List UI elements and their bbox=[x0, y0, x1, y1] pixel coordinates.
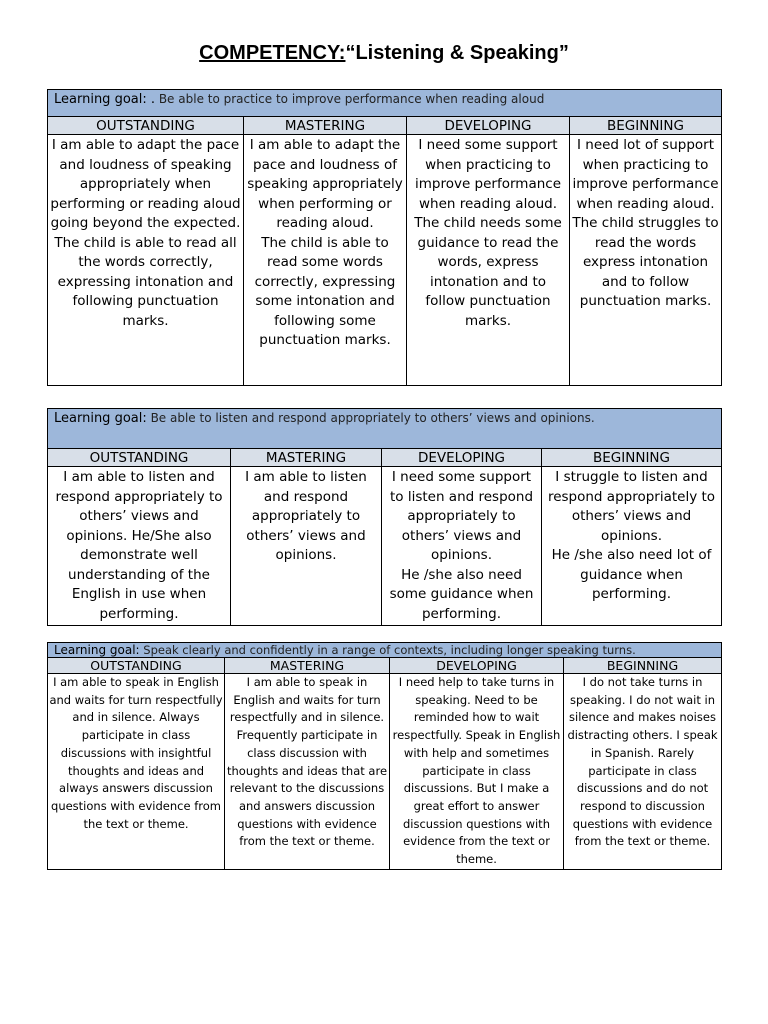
learning-goal-row bbox=[48, 643, 722, 658]
descriptor-text: I need lot of support when practicing to improve performance when reading aloud. The child struggles to read the words express intonation and to follow punctuation marks. bbox=[572, 137, 719, 309]
descriptor-mastering bbox=[231, 467, 382, 626]
descriptor-outstanding bbox=[48, 135, 244, 386]
descriptor-beginning bbox=[564, 674, 722, 870]
level-header-mastering: MASTERING bbox=[244, 117, 407, 135]
level-header-row bbox=[48, 658, 722, 674]
learning-goal-label: Learning goal: bbox=[54, 411, 147, 426]
level-header-outstanding: OUTSTANDING bbox=[48, 117, 244, 135]
level-header-row bbox=[48, 117, 722, 135]
level-header-developing: DEVELOPING bbox=[382, 449, 542, 467]
descriptor-text: I am able to listen and respond appropriately to others’ views and opinions. He/She also demonstrate well understanding of the English in use when performing. bbox=[55, 469, 223, 622]
descriptor-text: I struggle to listen and respond appropriately to others’ views and opinions. He /she also need lot of guidance when performing. bbox=[547, 469, 716, 602]
level-header-row bbox=[48, 449, 722, 467]
level-header-beginning: BEGINNING bbox=[564, 658, 722, 674]
level-header-beginning: BEGINNING bbox=[542, 449, 722, 467]
descriptor-text: I am able to adapt the pace and loudness of speaking appropriately when performing or reading aloud going beyond the expected. The child is able to read all the words correctly, expressing intonation and following punctuation marks. bbox=[50, 137, 241, 329]
learning-goal bbox=[48, 643, 722, 658]
descriptor-developing bbox=[407, 135, 570, 386]
title-prefix: COMPETENCY: bbox=[199, 42, 346, 64]
descriptor-text: I need some support when practicing to improve performance when reading aloud. The child needs some guidance to read the words, express intonation and to follow punctuation marks. bbox=[414, 137, 562, 329]
learning-goal-text: Be able to practice to improve performance when reading aloud bbox=[158, 92, 545, 106]
level-header-beginning: BEGINNING bbox=[570, 117, 722, 135]
learning-goal-row bbox=[48, 409, 722, 449]
learning-goal bbox=[48, 90, 722, 117]
rubric-table-speak-clearly bbox=[47, 642, 722, 870]
level-header-developing: DEVELOPING bbox=[407, 117, 570, 135]
descriptor-text: I need help to take turns in speaking. Need to be reminded how to wait respectfully. Speak in English with help and sometimes participate in class discussions. But I make a great effort to answer discussion questions with evidence from the text or theme. bbox=[392, 675, 561, 867]
descriptor-mastering bbox=[225, 674, 390, 870]
descriptor-text: I am able to speak in English and waits for turn respectfully and in silence. Frequently participate in class discussion with thoughts and ideas that are relevant to the discussions and answers discussion questions with evidence from the text or theme. bbox=[226, 675, 388, 849]
level-header-mastering: MASTERING bbox=[225, 658, 390, 674]
descriptor-beginning bbox=[570, 135, 722, 386]
learning-goal-text: Speak clearly and confidently in a range of contexts, including longer speaking turns. bbox=[143, 643, 636, 657]
descriptor-developing bbox=[390, 674, 564, 870]
level-header-outstanding: OUTSTANDING bbox=[48, 658, 225, 674]
level-header-mastering: MASTERING bbox=[231, 449, 382, 467]
learning-goal bbox=[48, 409, 722, 449]
descriptor-mastering bbox=[244, 135, 407, 386]
rubric-table-listen-respond bbox=[47, 408, 722, 626]
descriptor-text: I am able to adapt the pace and loudness of speaking appropriately when performing or reading aloud. The child is able to read some words correctly, expressing some intonation and following some punctuation marks. bbox=[247, 137, 403, 348]
learning-goal-text: Be able to listen and respond appropriately to others’ views and opinions. bbox=[150, 411, 595, 425]
learning-goal-label: Learning goal: . bbox=[54, 92, 155, 107]
descriptor-row bbox=[48, 674, 722, 870]
rubric-table-reading-aloud bbox=[47, 89, 722, 386]
descriptor-outstanding bbox=[48, 467, 231, 626]
learning-goal-label: Learning goal: bbox=[54, 643, 140, 657]
descriptor-text: I am able to listen and respond appropriately to others’ views and opinions. bbox=[245, 469, 367, 563]
descriptor-row bbox=[48, 467, 722, 626]
descriptor-beginning bbox=[542, 467, 722, 626]
page-title bbox=[0, 42, 768, 65]
level-header-developing: DEVELOPING bbox=[390, 658, 564, 674]
descriptor-text: I need some support to listen and respond appropriately to others’ views and opinions. He /she also need some guidance when performing. bbox=[389, 469, 534, 622]
title-text: “Listening & Speaking” bbox=[345, 42, 569, 64]
descriptor-row bbox=[48, 135, 722, 386]
learning-goal-row bbox=[48, 90, 722, 117]
level-header-outstanding: OUTSTANDING bbox=[48, 449, 231, 467]
descriptor-developing bbox=[382, 467, 542, 626]
descriptor-text: I am able to speak in English and waits for turn respectfully and in silence. Always participate in class discussions with insightful thoughts and ideas and always answers discussion questions with evidence from the text or theme. bbox=[49, 675, 223, 831]
descriptor-outstanding bbox=[48, 674, 225, 870]
descriptor-text: I do not take turns in speaking. I do not wait in silence and makes noises distracting others. I speak in Spanish. Rarely participate in class discussions and do not respond to discussion questions with evidence from the text or theme. bbox=[567, 675, 718, 849]
